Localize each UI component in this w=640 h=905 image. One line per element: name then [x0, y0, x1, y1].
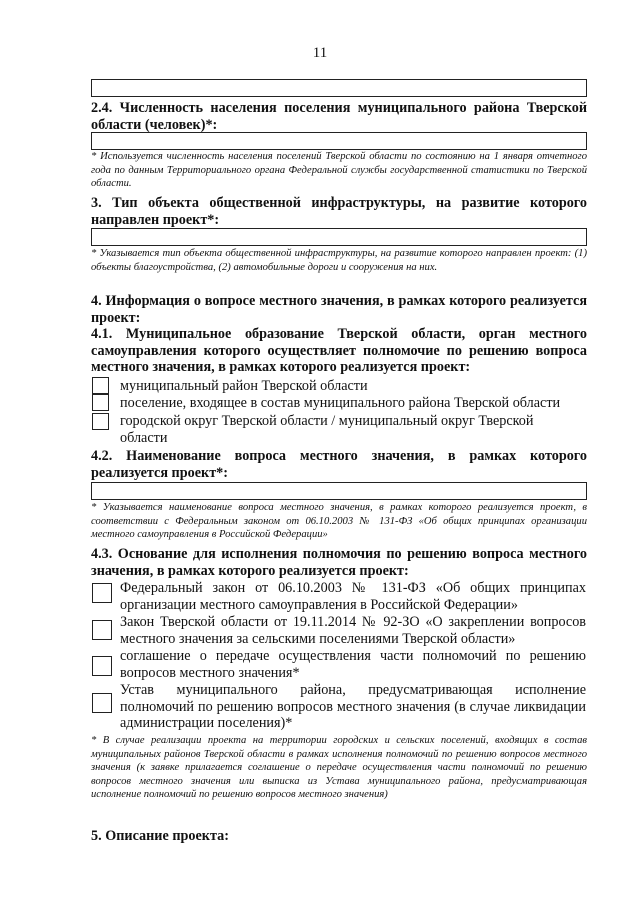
section-2-4-heading: 2.4. Численность населения поселения муниципального района Тверской области (человек)*:: [91, 100, 587, 133]
checkbox-federal-law[interactable]: [92, 583, 112, 603]
section-3-note: * Указывается тип объекта общественной инфраструктуры, на развитие которого направлен проект: (1) объекты благоустройства, (2) автомобильные дороги и сооружения на них.: [91, 248, 587, 273]
section-3-heading: 3. Тип объекта общественной инфраструктуры, на развитие которого направлен проект*:: [91, 195, 587, 228]
population-field[interactable]: [91, 132, 587, 150]
checkbox-settlement[interactable]: [92, 394, 109, 411]
section-4-3-heading: 4.3. Основание для исполнения полномочия по решению вопроса местного значения, в рамках которого реализуется проект:: [91, 546, 587, 579]
checkbox-city-district[interactable]: [92, 413, 109, 430]
option-agreement: соглашение о передаче осуществления части полномочий по решению вопросов местного значения*: [120, 648, 586, 681]
page-number: 11: [312, 45, 328, 61]
previous-answer-field[interactable]: [91, 79, 587, 97]
option-city-district: городской округ Тверской области / муниципальный округ Тверской области: [120, 413, 534, 446]
checkbox-municipal-district[interactable]: [92, 377, 109, 394]
section-4-1-heading: 4.1. Муниципальное образование Тверской области, орган местного самоуправления которого осуществляет полномочие по решению вопроса местного значения, в рамках которого реализуется проект:: [91, 326, 587, 375]
section-5-heading: 5. Описание проекта:: [91, 828, 229, 844]
section-4-heading: 4. Информация о вопросе местного значения, в рамках которого реализуется проект:: [91, 293, 587, 326]
section-2-4-note: * Используется численность населения поселений Тверской области по состоянию на 1 января отчетного года по данным Территориального органа Федеральной службы государственной статистики по Тверской области.: [91, 151, 587, 189]
option-settlement: поселение, входящее в состав муниципального района Тверской области: [120, 395, 561, 411]
infrastructure-type-field[interactable]: [91, 228, 587, 246]
checkbox-regional-law[interactable]: [92, 620, 112, 640]
option-municipal-district: муниципальный район Тверской области: [120, 378, 368, 394]
section-4-3-note: * В случае реализации проекта на территории городских и сельских поселений, входящих в состав муниципальных районов Тверской области в рамках исполнения полномочий по решению вопросов местного значения (к заявке прилагается соглашение о передаче осуществления части полномочий по решению вопросов местного значения или выписка из Устава муниципального района, предусматривающая исполнение полномочий по решению вопросов местного значения): [91, 735, 587, 800]
option-federal-law: Федеральный закон от 06.10.2003 № 131-ФЗ «Об общих принципах организации местного самоуправления в Российской Федерации»: [120, 580, 586, 613]
option-regional-law: Закон Тверской области от 19.11.2014 № 92-ЗО «О закреплении вопросов местного значения за сельскими поселениями Тверской области»: [120, 614, 586, 647]
checkbox-charter[interactable]: [92, 693, 112, 713]
option-charter: Устав муниципального района, предусматривающая исполнение полномочий по решению вопросов местного значения (в случае ликвидации администрации поселения)*: [120, 682, 586, 731]
local-issue-name-field[interactable]: [91, 482, 587, 500]
section-4-2-note: * Указывается наименование вопроса местного значения, в рамках которого реализуется проект, в соответствии с Федеральным законом от 06.10.2003 № 131-ФЗ «Об общих принципах организации местного самоуправления в Российской Федерации»: [91, 502, 587, 540]
section-4-2-heading: 4.2. Наименование вопроса местного значения, в рамках которого реализуется проект*:: [91, 448, 587, 481]
checkbox-agreement[interactable]: [92, 656, 112, 676]
